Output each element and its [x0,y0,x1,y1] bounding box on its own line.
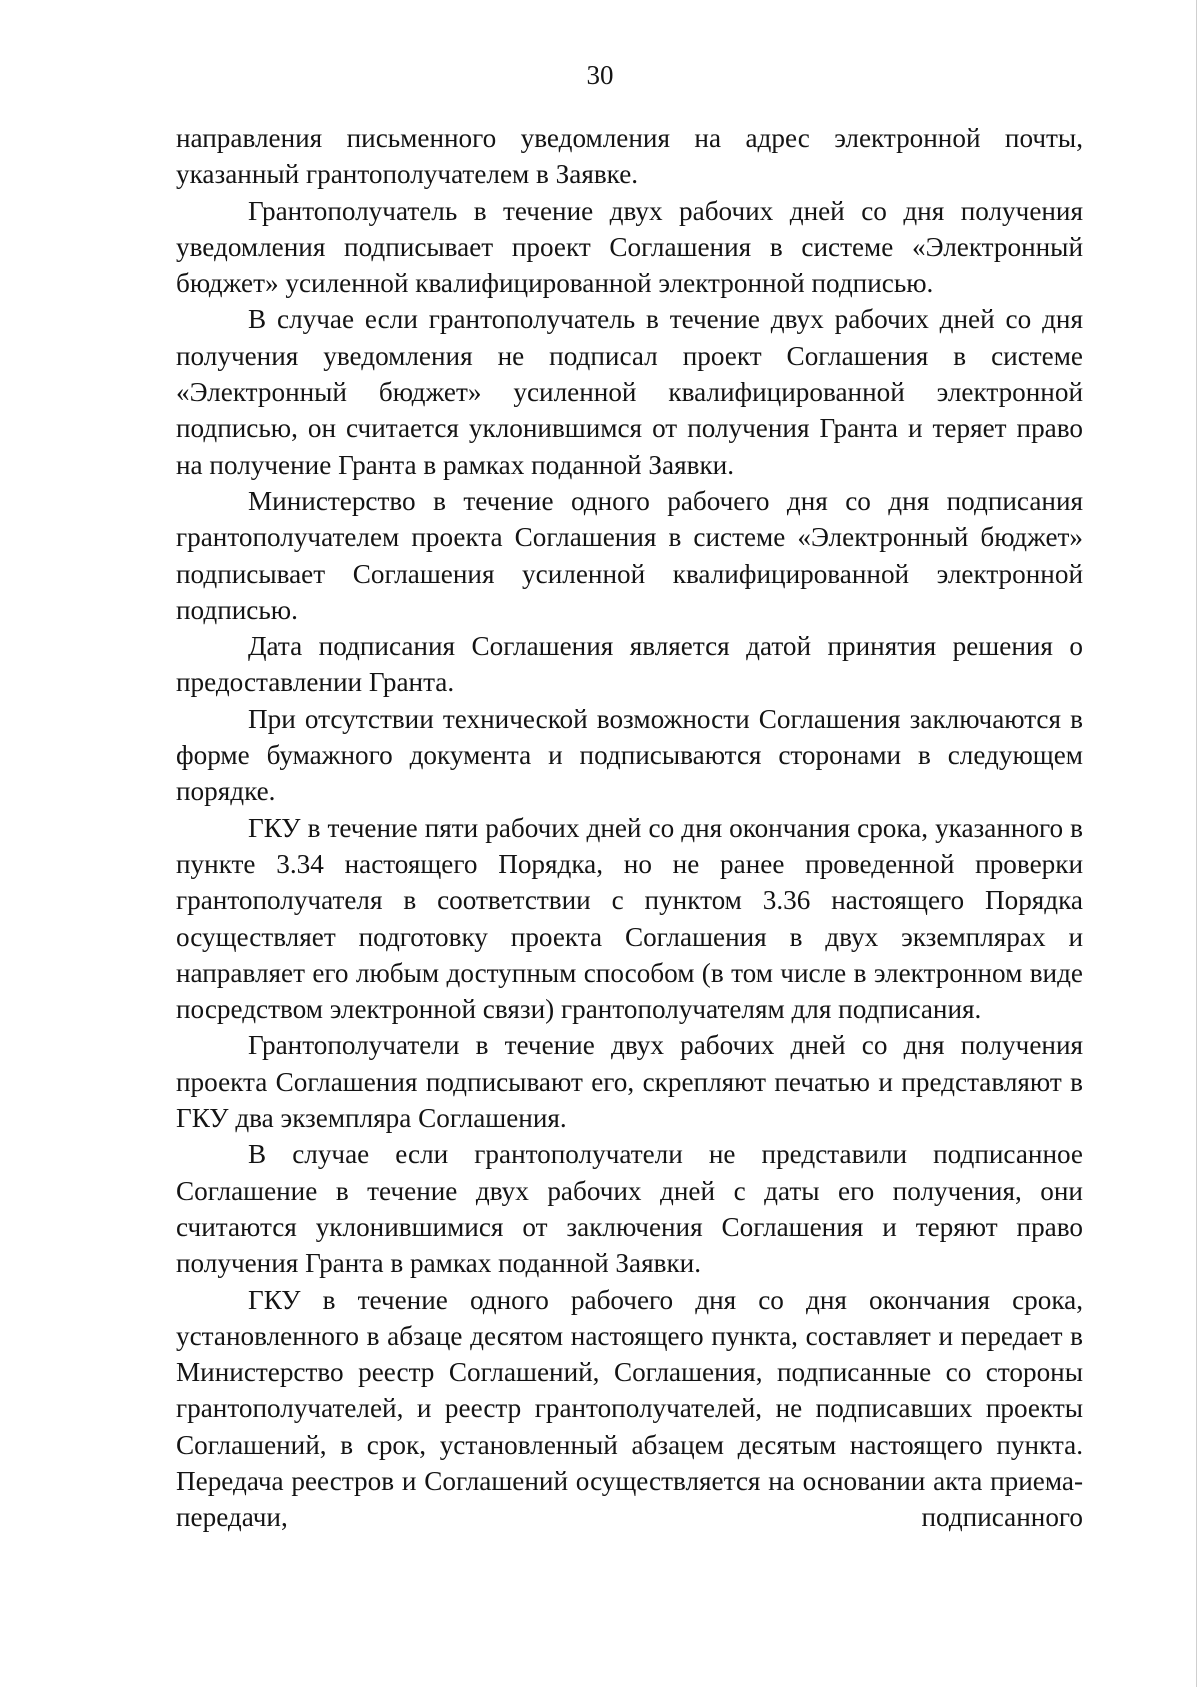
paragraph-3: В случае если грантополучатель в течение двух рабочих дней со дня получения уведомления не подписал проект Соглашения в системе «Электронный бюджет» усиленной квалифицированной электронной подписью, он считается уклонившимся от получения Гранта и теряет право на получение Гранта в рамках поданной Заявки. [176,304,1083,480]
paragraph-2: Грантополучатель в течение двух рабочих дней со дня получения уведомления подписывает проект Соглашения в системе «Электронный бюджет» усиленной квалифицированной электронной подписью. [176,195,1083,299]
paragraph-6: При отсутствии технической возможности Соглашения заключаются в форме бумажного документа и подписываются сторонами в следующем порядке. [176,703,1083,807]
page-number: 30 [586,60,614,90]
paragraph-9: В случае если грантополучатели не представили подписанное Соглашение в течение двух рабочих дней с даты его получения, они считаются уклонившимися от заключения Соглашения и теряют право получения Гранта в рамках поданной Заявки. [176,1139,1083,1279]
paragraph-5: Дата подписания Соглашения является датой принятия решения о предоставлении Гранта. [176,631,1083,698]
paragraph-4: Министерство в течение одного рабочего дня со дня подписания грантополучателем проекта Соглашения в системе «Электронный бюджет» подписывает Соглашения усиленной квалифицированной электронной подписью. [176,485,1083,625]
paragraph-1: направления письменного уведомления на адрес электронной почты, указанный грантополучателем в Заявке. [176,123,1083,190]
paragraph-8: Грантополучатели в течение двух рабочих дней со дня получения проекта Соглашения подписывают его, скрепляют печатью и представляют в ГКУ два экземпляра Соглашения. [176,1030,1083,1134]
document-body [176,120,1083,1536]
paragraph-10: ГКУ в течение одного рабочего дня со дня окончания срока, установленного в абзаце десятом настоящего пункта, составляет и передает в Министерство реестр Соглашений, Соглашения, подписанные со стороны грантополучателей, и реестр грантополучателей, не подписавших проекты Соглашений, в срок, установленный абзацем десятым настоящего пункта. Передача реестров и Соглашений осуществляется на основании акта приема-передачи, подписанного [176,1284,1083,1533]
page-edge-line [1196,0,1197,1687]
paragraph-7: ГКУ в течение пяти рабочих дней со дня окончания срока, указанного в пункте 3.34 настоящего Порядка, но не ранее проведенной проверки грантополучателя в соответствии с пунктом 3.36 настоящего Порядка осуществляет подготовку проекта Соглашения в двух экземплярах и направляет его любым доступным способом (в том числе в электронном виде посредством электронной связи) грантополучателям для подписания. [176,812,1083,1025]
